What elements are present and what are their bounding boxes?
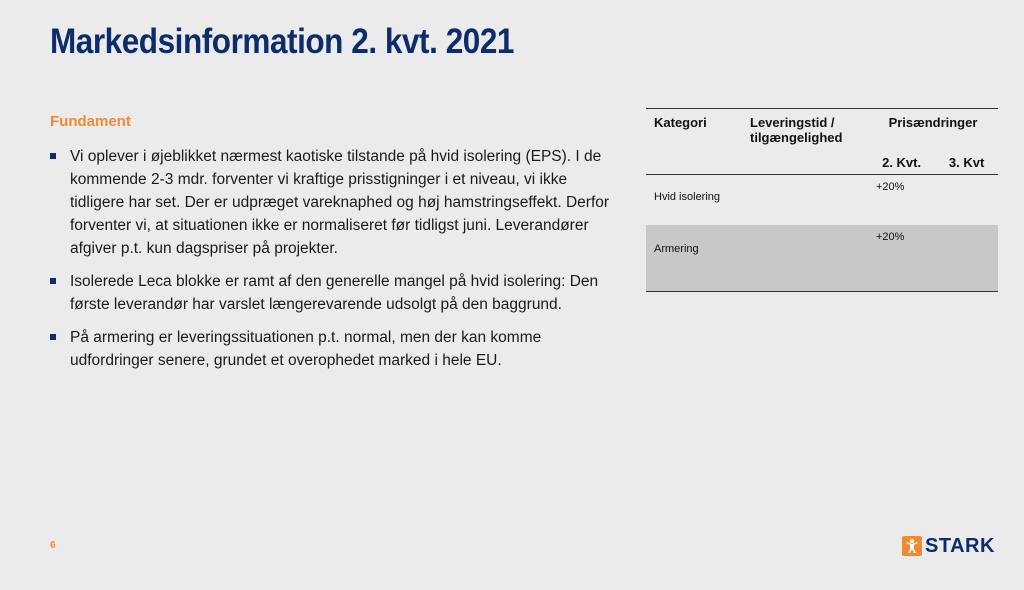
page-number: 6 (50, 540, 56, 551)
bullet-square-icon (50, 153, 56, 159)
stark-logo (902, 535, 995, 557)
cell-q3 (935, 225, 998, 292)
bullet-square-icon (50, 334, 56, 340)
bullet-square-icon (50, 278, 56, 284)
cell-q2: +20% (868, 225, 935, 292)
bullet-item (50, 270, 610, 316)
cell-delivery (742, 175, 868, 226)
bullet-item (50, 326, 610, 372)
header-price-changes: Prisændringer (888, 115, 978, 130)
table-row (646, 175, 998, 226)
logo-text: STARK (925, 534, 995, 557)
header-delivery: Leveringstid / tilgængelighed (750, 115, 843, 145)
slide-title: Markedsinformation 2. kvt. 2021 (50, 22, 514, 61)
section-heading: Fundament (50, 113, 131, 130)
subheader-empty (742, 147, 868, 175)
cell-category: Hvid isolering (654, 191, 721, 203)
bullet-text: Vi oplever i øjeblikket nærmest kaotiske tilstande på hvid isolering (EPS). I de kommende 2-3 mdr. forventer vi kraftige prisstigninger i et niveau, vi ikke tidligere har set. Der er udpræget vareknaphed og høj hamstringseffekt. Derfor forventer vi, at situationen ikke er normaliseret før tidligst juni. Leverandører afgiver p.t. kun dagspriser på projekter. (70, 148, 610, 257)
subheader-empty (646, 147, 742, 175)
bullet-item (50, 145, 610, 260)
header-category: Kategori (654, 115, 707, 130)
stark-figure-icon (902, 536, 922, 556)
table-header-row (646, 109, 998, 148)
cell-q2: +20% (876, 181, 905, 193)
cell-category: Armering (646, 225, 742, 292)
header-q2: 2. Kvt. (882, 155, 922, 170)
bullet-list (50, 145, 610, 382)
header-q3: 3. Kvt (948, 155, 985, 170)
bullet-text: På armering er leveringssituationen p.t. normal, men der kan komme udfordringer senere, grundet et overophedet marked i hele EU. (70, 329, 542, 369)
price-table (646, 108, 998, 292)
table-subheader-row (646, 147, 998, 175)
cell-delivery (742, 225, 868, 292)
cell-q3 (935, 175, 998, 226)
table-row (646, 225, 998, 292)
bullet-text: Isolerede Leca blokke er ramt af den generelle mangel på hvid isolering: Den første leverandør har varslet længerevarende udsolgt på den baggrund. (70, 273, 599, 313)
